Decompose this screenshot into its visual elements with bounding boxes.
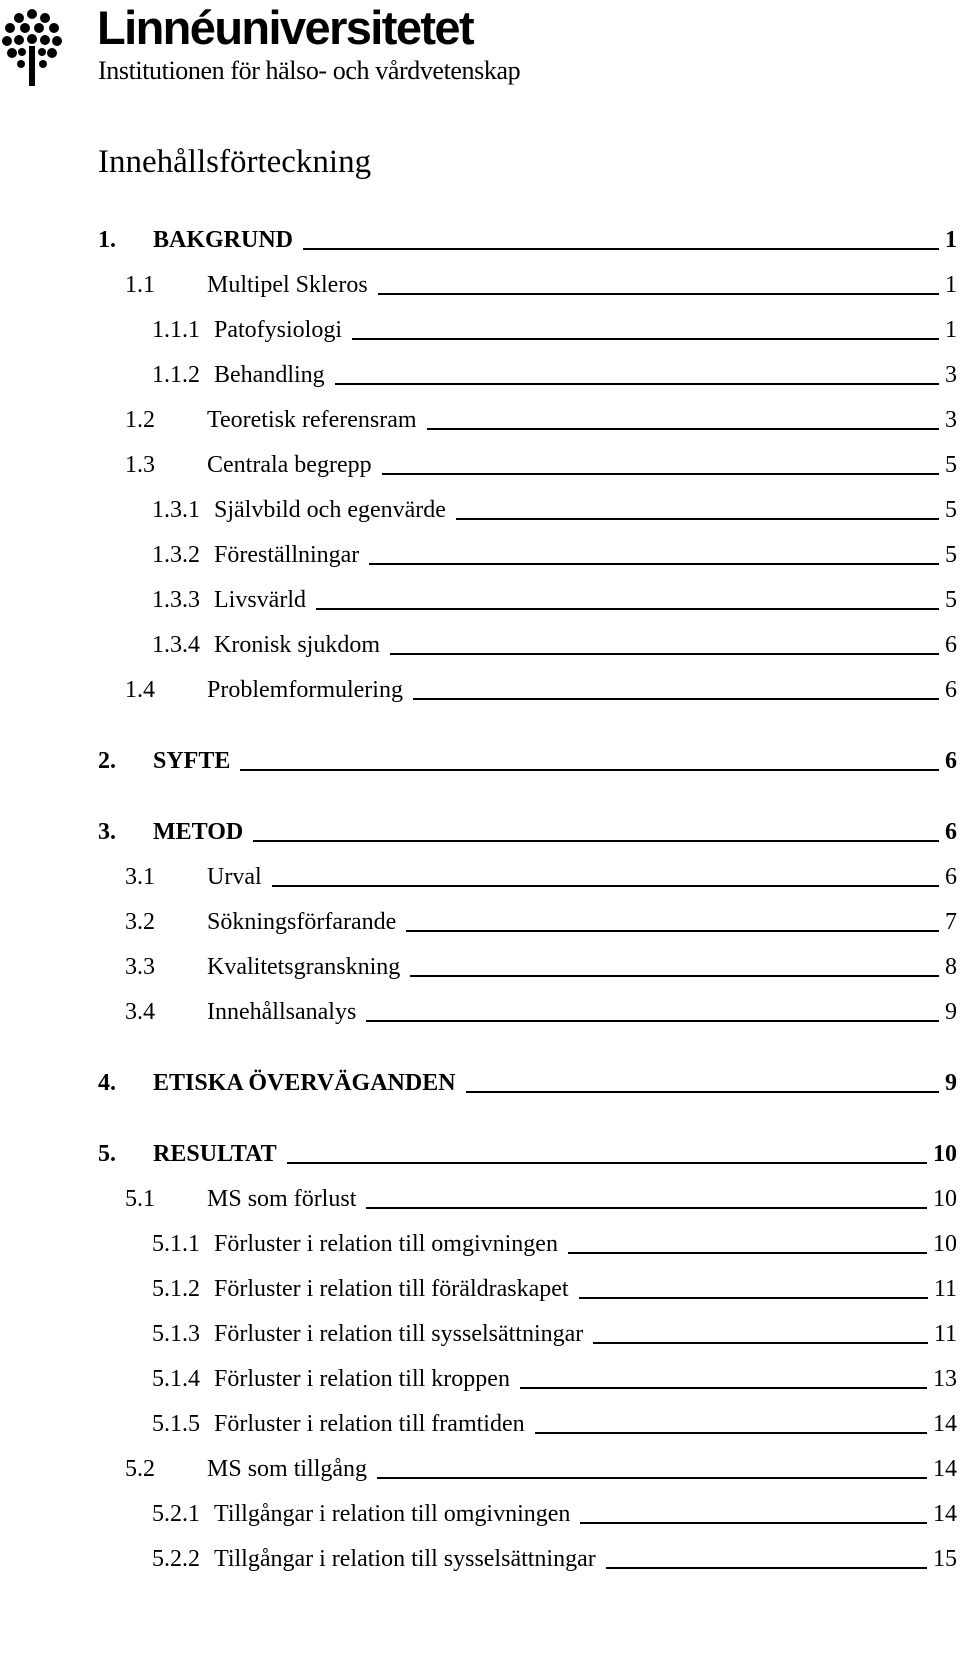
toc-entry-label: Förluster i relation till föräldraskapet	[214, 1276, 569, 1302]
toc-leader-line	[579, 1297, 928, 1299]
toc-entry-number: 3.3	[125, 954, 155, 980]
toc-entry-page: 5	[945, 542, 957, 568]
toc-entry-page: 10	[933, 1186, 957, 1212]
toc-entry-label: Förluster i relation till kroppen	[214, 1366, 510, 1392]
toc-leader-line	[303, 248, 939, 250]
toc-entry-page: 9	[945, 999, 957, 1025]
toc-entry[interactable]	[0, 580, 960, 614]
toc-entry-label: Tillgångar i relation till sysselsättningar	[214, 1546, 596, 1572]
toc-entry-page: 7	[945, 909, 957, 935]
toc-entry-label: Föreställningar	[214, 542, 360, 568]
toc-entry-label: MS som förlust	[207, 1186, 357, 1212]
toc-entry[interactable]	[0, 220, 960, 254]
toc-entry[interactable]	[0, 400, 960, 434]
toc-entry-label: Urval	[207, 864, 262, 890]
toc-entry-page: 14	[933, 1501, 957, 1527]
toc-entry-page: 10	[933, 1141, 957, 1167]
toc-entry[interactable]	[0, 1359, 960, 1393]
toc-entry-label: Förluster i relation till framtiden	[214, 1411, 525, 1437]
toc-entry-number: 5.2.2	[152, 1546, 200, 1572]
toc-entry-page: 1	[945, 272, 957, 298]
toc-entry-page: 5	[945, 452, 957, 478]
toc-leader-line	[382, 473, 939, 475]
toc-entry-label: Förluster i relation till omgivningen	[214, 1231, 558, 1257]
toc-leader-line	[568, 1252, 927, 1254]
toc-entry-page: 6	[945, 748, 957, 774]
toc-entry-number: 1.3.4	[152, 632, 200, 658]
toc-entry-number: 3.	[98, 819, 116, 845]
toc-entry-page: 5	[945, 587, 957, 613]
toc-entry[interactable]	[0, 1224, 960, 1258]
toc-entry-label: Självbild och egenvärde	[214, 497, 446, 523]
toc-leader-line	[410, 975, 939, 977]
toc-entry-number: 5.1.2	[152, 1276, 200, 1302]
toc-entry-number: 5.1.5	[152, 1411, 200, 1437]
toc-leader-line	[316, 608, 939, 610]
toc-entry-number: 1.3.3	[152, 587, 200, 613]
toc-entry-page: 14	[933, 1456, 957, 1482]
toc-entry[interactable]	[0, 1314, 960, 1348]
toc-entry-label: Förluster i relation till sysselsättningar	[214, 1321, 584, 1347]
toc-leader-line	[352, 338, 939, 340]
toc-entry[interactable]	[0, 1063, 960, 1097]
toc-leader-line	[369, 563, 939, 565]
toc-entry[interactable]	[0, 670, 960, 704]
toc-leader-line	[240, 769, 939, 771]
toc-entry-number: 5.2	[125, 1456, 155, 1482]
toc-leader-line	[466, 1091, 939, 1093]
toc-entry-page: 10	[933, 1231, 957, 1257]
toc-entry-label: Centrala begrepp	[207, 452, 372, 478]
toc-entry-label: MS som tillgång	[207, 1456, 368, 1482]
toc-entry-page: 8	[945, 954, 957, 980]
toc-entry-number: 5.1.1	[152, 1231, 200, 1257]
toc-entry-number: 1.1.1	[152, 317, 200, 343]
toc-leader-line	[580, 1522, 927, 1524]
toc-leader-line	[413, 698, 939, 700]
toc-entry[interactable]	[0, 1179, 960, 1213]
toc-entry-number: 5.1	[125, 1186, 155, 1212]
toc-entry[interactable]	[0, 1269, 960, 1303]
toc-entry-label: Tillgångar i relation till omgivningen	[214, 1501, 571, 1527]
toc-entry[interactable]	[0, 902, 960, 936]
toc-entry[interactable]	[0, 490, 960, 524]
toc-entry-label: Livsvärld	[214, 587, 306, 613]
toc-entry-label: Kronisk sjukdom	[214, 632, 381, 658]
toc-entry-number: 5.1.4	[152, 1366, 200, 1392]
toc-entry-number: 1.3	[125, 452, 155, 478]
toc-entry-number: 5.1.3	[152, 1321, 200, 1347]
toc-entry-number: 3.4	[125, 999, 155, 1025]
toc-entry-label: Behandling	[214, 362, 325, 388]
toc-entry[interactable]	[0, 535, 960, 569]
toc-entry-page: 6	[945, 819, 957, 845]
toc-entry[interactable]	[0, 310, 960, 344]
toc-leader-line	[535, 1432, 927, 1434]
toc-leader-line	[406, 930, 939, 932]
department-name: Institutionen för hälso- och vårdvetenskap	[98, 56, 521, 85]
toc-leader-line	[335, 383, 939, 385]
toc-entry-label: METOD	[153, 819, 244, 845]
toc-entry-number: 1.2	[125, 407, 155, 433]
toc-entry[interactable]	[0, 992, 960, 1026]
toc-entry-page: 13	[933, 1366, 957, 1392]
toc-entry-page: 1	[945, 227, 957, 253]
toc-leader-line	[606, 1567, 927, 1569]
toc-entry[interactable]	[0, 625, 960, 659]
toc-entry[interactable]	[0, 1404, 960, 1438]
toc-leader-line	[378, 293, 939, 295]
toc-entry-label: Patofysiologi	[214, 317, 343, 343]
toc-entry-page: 11	[933, 1276, 957, 1302]
toc-entry-number: 3.1	[125, 864, 155, 890]
toc-entry-label: Teoretisk referensram	[207, 407, 417, 433]
toc-entry[interactable]	[0, 1539, 960, 1573]
toc-entry-page: 6	[945, 677, 957, 703]
toc-entry[interactable]	[0, 1449, 960, 1483]
toc-leader-line	[272, 885, 939, 887]
toc-entry-number: 2.	[98, 748, 116, 774]
toc-entry[interactable]	[0, 857, 960, 891]
toc-entry-page: 15	[933, 1546, 957, 1572]
toc-entry[interactable]	[0, 355, 960, 389]
toc-entry[interactable]	[0, 1134, 960, 1168]
toc-entry-page: 5	[945, 497, 957, 523]
toc-leader-line	[377, 1477, 927, 1479]
toc-entry-number: 4.	[98, 1070, 116, 1096]
toc-entry-label: Innehållsanalys	[207, 999, 357, 1025]
toc-entry-page: 11	[933, 1321, 957, 1347]
toc-entry-number: 1.	[98, 227, 116, 253]
toc-leader-line	[253, 840, 939, 842]
toc-entry-label: SYFTE	[153, 748, 231, 774]
toc-entry-label: ETISKA ÖVERVÄGANDEN	[153, 1070, 456, 1096]
toc-entry-number: 1.1	[125, 272, 155, 298]
toc-entry-page: 9	[945, 1070, 957, 1096]
toc-leader-line	[520, 1387, 927, 1389]
toc-entry-label: Sökningsförfarande	[207, 909, 397, 935]
toc-entry[interactable]	[0, 1494, 960, 1528]
toc-leader-line	[593, 1342, 928, 1344]
toc-leader-line	[366, 1207, 927, 1209]
toc-entry-label: Kvalitetsgranskning	[207, 954, 401, 980]
toc-leader-line	[287, 1162, 927, 1164]
toc-entry-number: 3.2	[125, 909, 155, 935]
toc-entry-number: 1.3.2	[152, 542, 200, 568]
toc-entry-page: 1	[945, 317, 957, 343]
toc-entry-page: 6	[945, 864, 957, 890]
toc-entry-page: 3	[945, 407, 957, 433]
toc-entry-label: BAKGRUND	[153, 227, 294, 253]
toc-entry-page: 6	[945, 632, 957, 658]
page-title: Innehållsförteckning	[98, 144, 372, 180]
toc-entry-number: 5.2.1	[152, 1501, 200, 1527]
toc-entry[interactable]	[0, 947, 960, 981]
toc-entry-label: Multipel Skleros	[207, 272, 368, 298]
toc-entry-label: Problemformulering	[207, 677, 403, 703]
toc-entry-number: 1.3.1	[152, 497, 200, 523]
toc-entry[interactable]	[0, 445, 960, 479]
toc-leader-line	[366, 1020, 939, 1022]
toc-entry-page: 14	[933, 1411, 957, 1437]
toc-leader-line	[456, 518, 939, 520]
toc-entry-page: 3	[945, 362, 957, 388]
toc-leader-line	[427, 428, 939, 430]
toc-leader-line	[390, 653, 939, 655]
toc-entry-number: 5.	[98, 1141, 116, 1167]
toc-entry[interactable]	[0, 265, 960, 299]
toc-entry-label: RESULTAT	[153, 1141, 277, 1167]
toc-entry-number: 1.1.2	[152, 362, 200, 388]
university-name: Linnéuniversitetet	[97, 1, 474, 54]
toc-entry[interactable]	[0, 741, 960, 775]
toc-entry-number: 1.4	[125, 677, 155, 703]
toc-entry[interactable]	[0, 812, 960, 846]
